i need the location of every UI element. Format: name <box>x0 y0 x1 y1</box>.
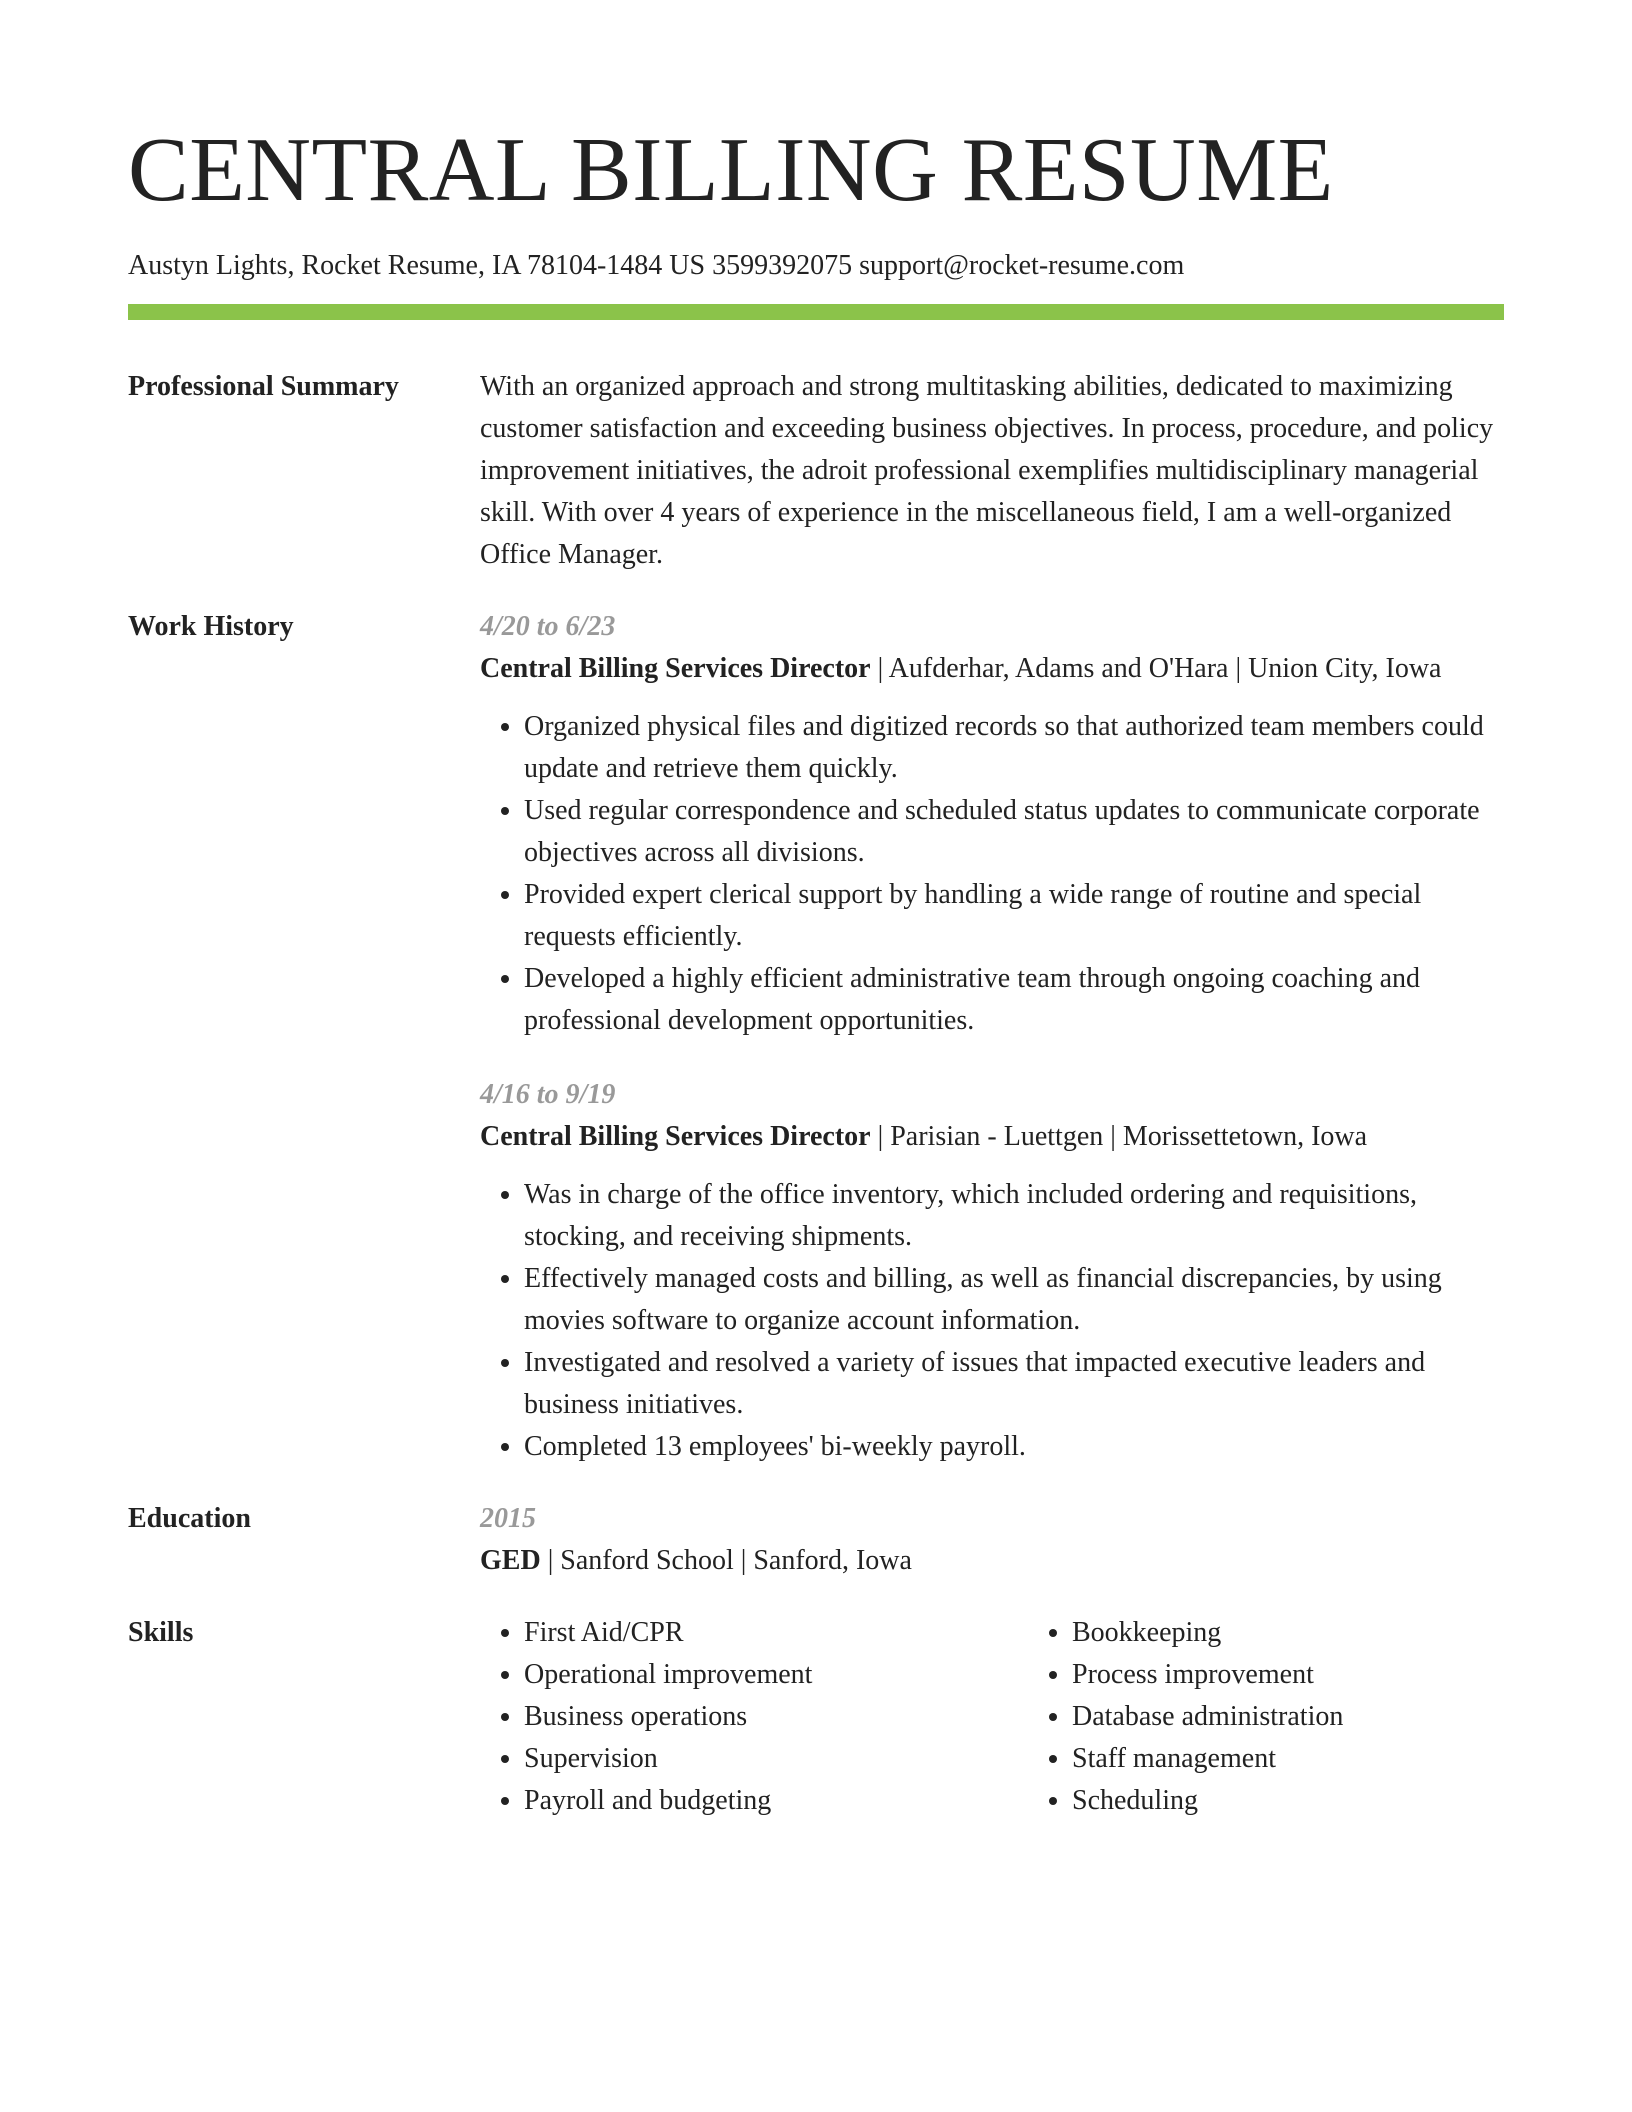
list-item: • Database administration <box>1072 1696 1532 1738</box>
list-item: • Completed 13 employees' bi-weekly payroll. <box>524 1426 1504 1468</box>
skills-list-left <box>480 1612 984 1822</box>
job-dates: 4/20 to 6/23 <box>480 611 616 642</box>
list-item: • Organized physical files and digitized records so that authorized team members could update and retrieve them quickly. <box>524 706 1504 790</box>
education-heading <box>480 1540 1504 1582</box>
job-entry <box>480 606 1504 1042</box>
list-item: • Used regular correspondence and scheduled status updates to communicate corporate objectives across all divisions. <box>524 790 1504 874</box>
resume-title: CENTRAL BILLING RESUME <box>128 119 1334 220</box>
job-heading <box>480 1116 1504 1158</box>
summary-label: Professional Summary <box>128 371 399 402</box>
job-title: Central Billing Services Director <box>480 1121 871 1152</box>
job-heading <box>480 648 1504 690</box>
list-item: • Staff management <box>1072 1738 1532 1780</box>
accent-divider <box>128 304 1504 320</box>
job-bullets <box>480 706 1504 1042</box>
list-item: • Payroll and budgeting <box>524 1780 984 1822</box>
education-year: 2015 <box>480 1503 536 1534</box>
list-item: • Scheduling <box>1072 1780 1532 1822</box>
education-details: | Sanford School | Sanford, Iowa <box>540 1545 912 1576</box>
work-history-label: Work History <box>128 611 294 642</box>
list-item: • Bookkeeping <box>1072 1612 1532 1654</box>
list-item: • Effectively managed costs and billing, as well as financial discrepancies, by using movies software to organize account information. <box>524 1258 1504 1342</box>
skills-section <box>128 1612 1504 1822</box>
list-item: • First Aid/CPR <box>524 1612 984 1654</box>
job-dates: 4/16 to 9/19 <box>480 1079 616 1110</box>
work-history-content <box>480 606 1504 1468</box>
job-entry <box>480 1074 1504 1468</box>
education-content <box>480 1498 1504 1582</box>
job-details: | Parisian - Luettgen | Morissettetown, Iowa <box>870 1121 1368 1152</box>
list-item: • Business operations <box>524 1696 984 1738</box>
skills-list-right <box>1028 1612 1532 1822</box>
job-title: Central Billing Services Director <box>480 653 871 684</box>
education-section <box>128 1498 1504 1582</box>
education-label: Education <box>128 1503 251 1534</box>
skills-content <box>480 1612 1532 1822</box>
list-item: • Was in charge of the office inventory, which included ordering and requisitions, stocking, and receiving shipments. <box>524 1174 1504 1258</box>
list-item: • Process improvement <box>1072 1654 1532 1696</box>
list-item: • Provided expert clerical support by handling a wide range of routine and special requests efficiently. <box>524 874 1504 958</box>
job-bullets <box>480 1174 1504 1468</box>
work-history-section <box>128 606 1504 1468</box>
list-item: • Investigated and resolved a variety of issues that impacted executive leaders and business initiatives. <box>524 1342 1504 1426</box>
list-item: • Developed a highly efficient administrative team through ongoing coaching and professional development opportunities. <box>524 958 1504 1042</box>
summary-content <box>480 366 1504 576</box>
contact-line: Austyn Lights, Rocket Resume, IA 78104-1484 US 3599392075 support@rocket-resume.com <box>128 250 1185 281</box>
skills-label: Skills <box>128 1617 194 1648</box>
job-details: | Aufderhar, Adams and O'Hara | Union City, Iowa <box>870 653 1442 684</box>
summary-section <box>128 366 1504 576</box>
list-item: • Supervision <box>524 1738 984 1780</box>
list-item: • Operational improvement <box>524 1654 984 1696</box>
education-degree: GED <box>480 1545 541 1576</box>
summary-text: With an organized approach and strong multitasking abilities, dedicated to maximizing customer satisfaction and exceeding business objectives. In process, procedure, and policy improvement initiatives, the adroit professional exemplifies multidisciplinary managerial skill. With over 4 years of experience in the miscellaneous field, I am a well-organized Office Manager. <box>480 371 1494 570</box>
